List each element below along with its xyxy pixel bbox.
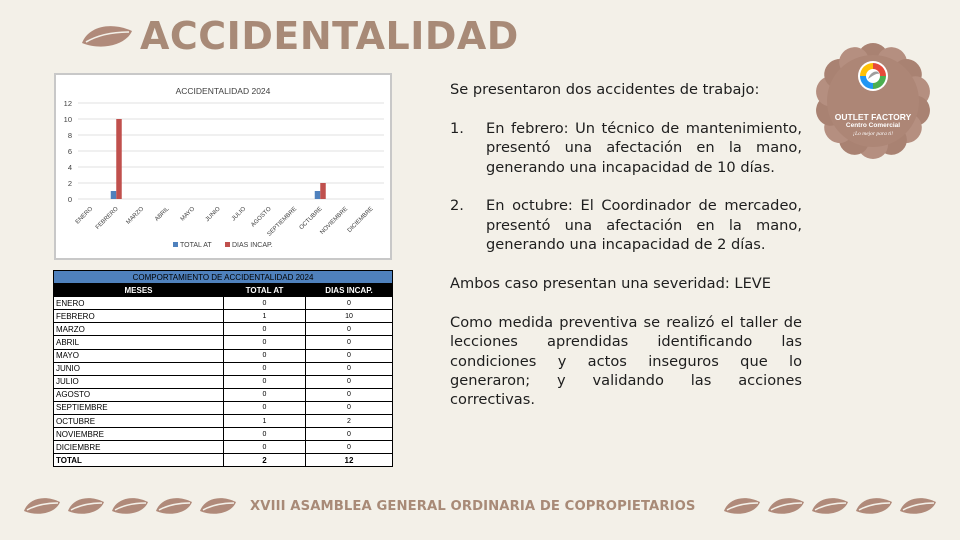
dias-incap-cell: 0 [306, 349, 393, 362]
month-cell: MARZO [54, 323, 224, 336]
table-row [54, 388, 393, 401]
month-cell: MAYO [54, 349, 224, 362]
table-row [54, 415, 393, 428]
total-at-cell: 0 [224, 323, 306, 336]
month-cell: SEPTIEMBRE [54, 401, 224, 414]
x-tick-label: AGOSTO [250, 206, 273, 229]
bar-total-at [315, 191, 321, 199]
total-at-sum-cell: 2 [224, 454, 306, 467]
month-cell: OCTUBRE [54, 415, 224, 428]
header-meses: MESES [54, 284, 224, 297]
footer-leaves-right [722, 494, 938, 518]
header-total-at: TOTAL AT [224, 284, 306, 297]
leaf-icon [766, 494, 806, 518]
total-at-cell: 0 [224, 428, 306, 441]
accident-chart [54, 73, 392, 260]
dias-incap-cell: 0 [306, 323, 393, 336]
x-tick-label: ABRIL [154, 206, 171, 223]
month-cell: NOVIEMBRE [54, 428, 224, 441]
x-tick-label: FEBRERO [94, 206, 120, 231]
total-at-cell: 0 [224, 336, 306, 349]
y-tick-label: 8 [67, 131, 72, 140]
total-at-cell: 0 [224, 349, 306, 362]
table-row [54, 401, 393, 414]
leaf-icon [722, 494, 762, 518]
total-at-cell: 0 [224, 362, 306, 375]
table-header-row [54, 284, 393, 297]
table-row [54, 323, 393, 336]
y-tick-label: 12 [63, 99, 72, 108]
leaf-icon [110, 494, 150, 518]
bar-total-at [111, 191, 117, 199]
month-cell: JUNIO [54, 362, 224, 375]
x-tick-label: SEPTIEMBRE [266, 206, 299, 238]
leaf-icon [80, 21, 134, 51]
x-tick-label: MAYO [179, 206, 197, 223]
list-item-1 [450, 119, 802, 177]
leaf-icon [22, 494, 62, 518]
legend-swatch [173, 242, 178, 247]
logo-slogan: ¡Lo mejor para ti! [852, 131, 894, 138]
leaf-icon [154, 494, 194, 518]
list-text: En octubre: El Coordinador de mercadeo, presentó una afectación en la mano, generando una incapacidad de 2 días. [486, 197, 802, 254]
month-cell: FEBRERO [54, 310, 224, 323]
table-caption: COMPORTAMIENTO DE ACCIDENTALIDAD 2024 [54, 271, 393, 284]
dias-incap-cell: 0 [306, 375, 393, 388]
table-row [54, 428, 393, 441]
table-row [54, 336, 393, 349]
table-row [54, 349, 393, 362]
table-row [54, 310, 393, 323]
bar-dias-incap [320, 183, 326, 199]
total-at-cell: 0 [224, 375, 306, 388]
severity-text: Ambos caso presentan una severidad: LEVE [450, 275, 771, 293]
dias-incap-cell: 0 [306, 362, 393, 375]
list-number: 2. [450, 197, 464, 215]
y-tick-label: 10 [63, 115, 72, 124]
accident-table-wrap [53, 270, 392, 467]
dias-incap-cell: 2 [306, 415, 393, 428]
month-cell: ENERO [54, 297, 224, 310]
month-cell: JULIO [54, 375, 224, 388]
table-total-row [54, 454, 393, 467]
logo-subtitle: Centro Comercial [845, 121, 901, 129]
accident-table [53, 270, 393, 467]
dias-incap-cell: 0 [306, 428, 393, 441]
header [80, 12, 519, 60]
header-dias-incap: DIAS INCAP. [306, 284, 393, 297]
leaf-icon [66, 494, 106, 518]
x-tick-label: OCTUBRE [298, 206, 324, 232]
list-text: En febrero: Un técnico de mantenimiento, presentó una afectación en la mano, generando una incapacidad de 10 días. [486, 119, 802, 176]
legend-swatch [225, 242, 230, 247]
leaf-icon [198, 494, 238, 518]
month-cell: AGOSTO [54, 388, 224, 401]
dias-incap-cell: 0 [306, 441, 393, 454]
y-tick-label: 2 [67, 179, 72, 188]
list-number: 1. [450, 119, 464, 137]
dias-incap-cell: 0 [306, 401, 393, 414]
leaf-icon [854, 494, 894, 518]
dias-incap-cell: 10 [306, 310, 393, 323]
dias-incap-cell: 0 [306, 336, 393, 349]
x-tick-label: MARZO [125, 206, 146, 226]
chart-title: ACCIDENTALIDAD 2024 [175, 86, 271, 96]
legend-label: DIAS INCAP. [232, 242, 273, 249]
y-tick-label: 6 [67, 147, 72, 156]
footer [0, 490, 960, 526]
total-at-cell: 1 [224, 415, 306, 428]
page-title: ACCIDENTALIDAD [140, 14, 519, 58]
total-at-cell: 0 [224, 388, 306, 401]
x-tick-label: JUNIO [204, 206, 222, 224]
total-at-cell: 0 [224, 401, 306, 414]
leaf-icon [810, 494, 850, 518]
bar-chart [56, 75, 390, 258]
x-tick-label: JULIO [230, 206, 248, 223]
y-tick-label: 0 [67, 195, 72, 204]
y-tick-label: 4 [67, 163, 72, 172]
logo-name: OUTLET FACTORY [834, 111, 912, 122]
month-cell: DICIEMBRE [54, 441, 224, 454]
bar-dias-incap [116, 119, 122, 199]
total-dias-sum-cell: 12 [306, 454, 393, 467]
x-tick-label: ENERO [74, 206, 95, 226]
table-caption-row [54, 271, 393, 284]
x-tick-label: NOVIEMBRE [319, 206, 350, 236]
leaf-icon [898, 494, 938, 518]
total-label-cell: TOTAL [54, 454, 224, 467]
total-at-cell: 0 [224, 297, 306, 310]
legend-label: TOTAL AT [180, 242, 212, 249]
footer-text: XVIII ASAMBLEA GENERAL ORDINARIA DE COPROPIETARIOS [250, 499, 696, 514]
dias-incap-cell: 0 [306, 388, 393, 401]
table-row [54, 297, 393, 310]
intro-text: Se presentaron dos accidentes de trabajo: [450, 81, 760, 98]
dias-incap-cell: 0 [306, 297, 393, 310]
x-tick-label: DICIEMBRE [346, 206, 375, 234]
measure-text: Como medida preventiva se realizó el taller de lecciones aprendidas identificando las condiciones y actos inseguros que lo generaron; y validando las acciones correctivas. [450, 313, 802, 409]
table-row [54, 441, 393, 454]
table-row [54, 375, 393, 388]
list-item-2 [450, 196, 802, 254]
footer-leaves-left [22, 494, 238, 518]
month-cell: ABRIL [54, 336, 224, 349]
total-at-cell: 1 [224, 310, 306, 323]
description-text [450, 80, 802, 410]
outlet-factory-logo [800, 40, 946, 162]
table-row [54, 362, 393, 375]
total-at-cell: 0 [224, 441, 306, 454]
